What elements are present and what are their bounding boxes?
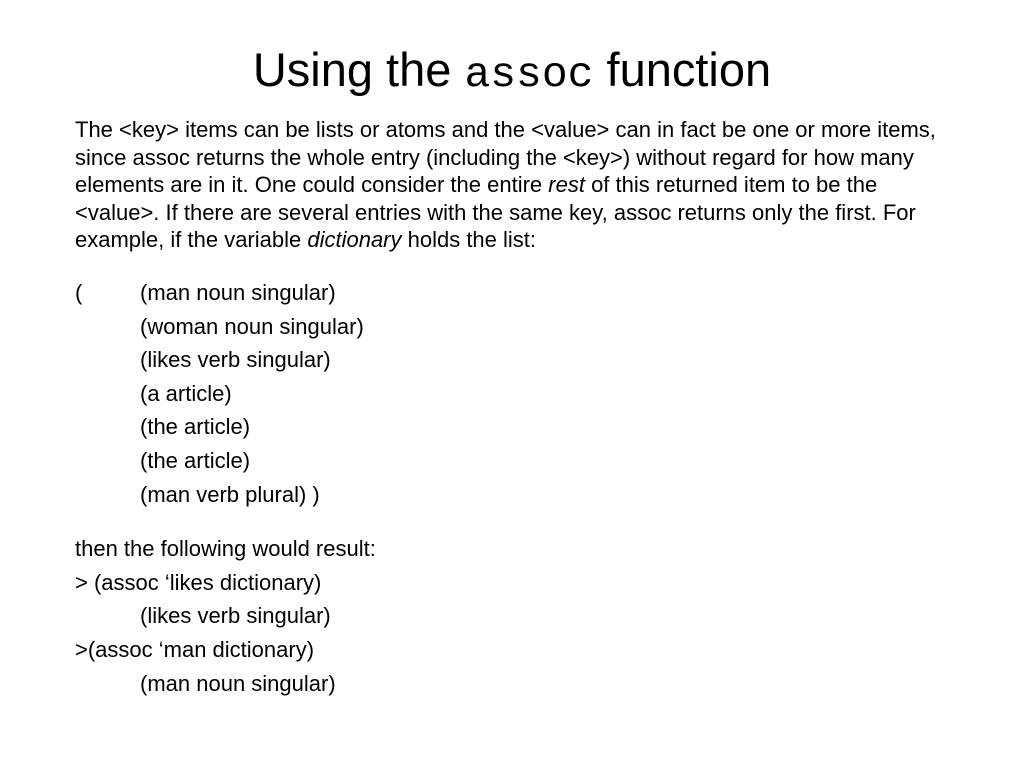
paragraph-part-1: The <key> items can be lists or atoms and the <value> can in fact be one or more items, since assoc returns the whole entry (including the <key>) without regard for how many elements are in it. One could consider the entire [75, 117, 936, 198]
result-intro: then the following would result: [75, 536, 376, 562]
list-line [75, 310, 955, 344]
spacer [75, 511, 955, 532]
paragraph-part-3: holds the list: [401, 227, 537, 253]
result-intro-line [75, 532, 955, 566]
code-output-likes: (likes verb singular) [140, 603, 331, 629]
title-code-assoc: assoc [464, 50, 594, 99]
list-line [75, 343, 955, 377]
paragraph-emphasis-dictionary: dictionary [307, 227, 402, 253]
list-entry: (man noun singular) [140, 279, 336, 305]
code-call-man: >(assoc ‘man dictionary) [75, 636, 315, 662]
list-entry: (the article) [140, 414, 251, 440]
list-line [75, 410, 955, 444]
list-entry: (a article) [140, 380, 232, 406]
code-call-likes: > (assoc ‘likes dictionary) [75, 569, 322, 595]
title-text-before: Using the [252, 43, 465, 96]
list-entry: (likes verb singular) [140, 347, 331, 373]
code-output-man: (man noun singular) [140, 670, 336, 696]
code-call-line [75, 633, 955, 667]
slide-body [75, 116, 955, 700]
code-output-line [75, 599, 955, 633]
paragraph-emphasis-rest: rest [548, 172, 585, 198]
code-call-line [75, 566, 955, 600]
list-entry: (man verb plural) ) [140, 481, 320, 507]
list-line [75, 276, 955, 310]
list-entry: (woman noun singular) [140, 313, 364, 339]
list-open-paren: ( [75, 279, 83, 305]
list-line [75, 478, 955, 512]
list-entry: (the article) [140, 447, 251, 473]
code-output-line [75, 667, 955, 701]
list-line [75, 377, 955, 411]
list-line [75, 444, 955, 478]
slide-title [0, 42, 1024, 103]
paragraph-part-2: of this returned item to be the <value>. If there are several entries with the same key, assoc returns only the first. For example, if the variable [75, 172, 916, 253]
spacer [75, 254, 955, 276]
intro-paragraph [75, 116, 955, 254]
title-text-after: function [593, 43, 772, 96]
